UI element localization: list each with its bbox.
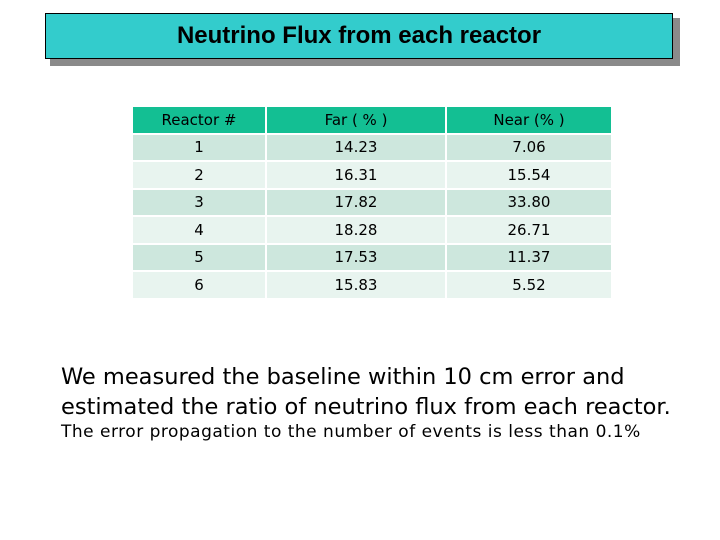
table-header-row bbox=[133, 107, 611, 135]
table-row bbox=[133, 217, 611, 245]
table-row bbox=[133, 135, 611, 163]
table-row bbox=[133, 190, 611, 218]
header-near: Near (% ) bbox=[447, 107, 611, 135]
note-line-1: We measured the baseline within 10 cm error and bbox=[61, 364, 625, 390]
cell-far: 17.53 bbox=[267, 245, 447, 273]
page-title: Neutrino Flux from each reactor bbox=[176, 22, 542, 49]
title-box bbox=[45, 13, 673, 59]
cell-far: 15.83 bbox=[267, 272, 447, 300]
cell-near: 7.06 bbox=[447, 135, 611, 163]
cell-near: 15.54 bbox=[447, 162, 611, 190]
measurement-note bbox=[61, 362, 711, 422]
cell-near: 5.52 bbox=[447, 272, 611, 300]
cell-reactor: 1 bbox=[133, 135, 267, 163]
cell-near: 33.80 bbox=[447, 190, 611, 218]
cell-far: 16.31 bbox=[267, 162, 447, 190]
cell-near: 11.37 bbox=[447, 245, 611, 273]
header-far: Far ( % ) bbox=[267, 107, 447, 135]
cell-near: 26.71 bbox=[447, 217, 611, 245]
table-row bbox=[133, 162, 611, 190]
error-propagation-note: The error propagation to the number of events is less than 0.1% bbox=[61, 422, 641, 442]
cell-reactor: 5 bbox=[133, 245, 267, 273]
reactor-flux-table bbox=[133, 107, 611, 300]
table-row bbox=[133, 272, 611, 300]
note-line-2: estimated the ratio of neutrino flux from each reactor. bbox=[61, 394, 671, 420]
table-row bbox=[133, 245, 611, 273]
cell-reactor: 2 bbox=[133, 162, 267, 190]
cell-far: 17.82 bbox=[267, 190, 447, 218]
cell-reactor: 6 bbox=[133, 272, 267, 300]
cell-reactor: 3 bbox=[133, 190, 267, 218]
cell-far: 14.23 bbox=[267, 135, 447, 163]
cell-reactor: 4 bbox=[133, 217, 267, 245]
header-reactor: Reactor # bbox=[133, 107, 267, 135]
cell-far: 18.28 bbox=[267, 217, 447, 245]
